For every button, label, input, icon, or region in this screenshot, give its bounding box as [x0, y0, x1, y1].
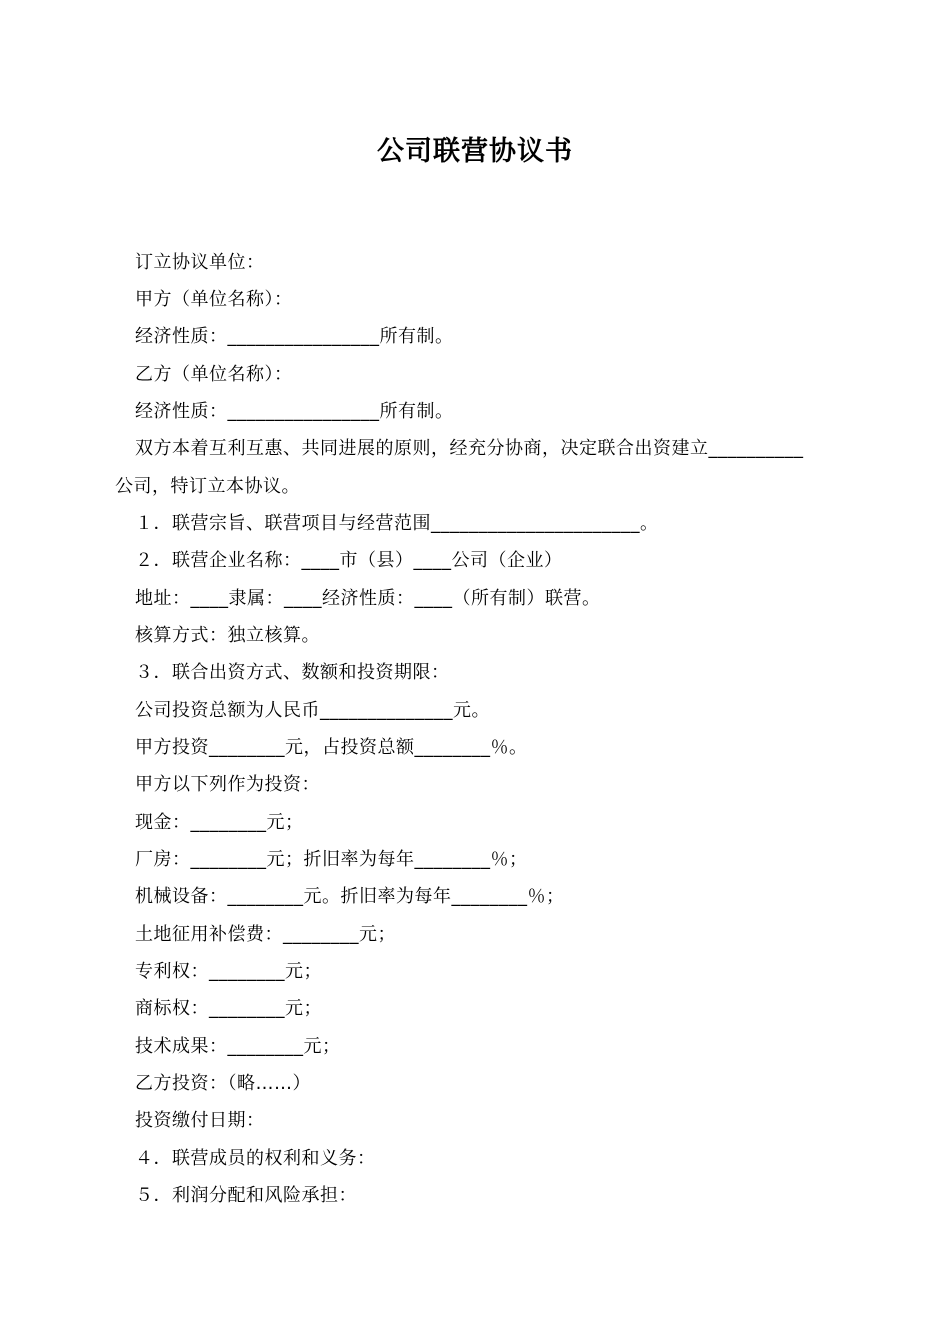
text-line: 乙方（单位名称）：: [135, 364, 293, 385]
text-line: ４．联营成员的权利和义务：: [135, 1148, 376, 1169]
text-line: 公司投资总额为人民币______________元。: [135, 700, 490, 721]
text-line: 订立协议单位：: [135, 252, 265, 273]
text-line: 甲方以下列作为投资：: [135, 774, 320, 795]
text-line: ２．联营企业名称：____市（县）____公司（企业）: [135, 550, 563, 571]
text-line: 商标权：________元；: [135, 998, 322, 1019]
text-line: 核算方式：独立核算。: [135, 625, 320, 646]
text-line: ３．联合出资方式、数额和投资期限：: [135, 662, 450, 683]
text-line: 投资缴付日期：: [135, 1110, 265, 1131]
text-line: 厂房：________元；折旧率为每年________％；: [135, 849, 528, 870]
text-line: 经济性质：________________所有制。: [135, 401, 454, 422]
text-line: 机械设备：________元。折旧率为每年________％；: [135, 886, 565, 907]
document-title: 公司联营协议书: [377, 136, 573, 167]
text-line: 甲方（单位名称）：: [135, 289, 293, 310]
text-line: ５．利润分配和风险承担：: [135, 1185, 357, 1206]
text-line: 技术成果：________元；: [135, 1036, 341, 1057]
text-line: １．联营宗旨、联营项目与经营范围______________________。: [135, 513, 659, 534]
text-line: 甲方投资________元，占投资总额________％。: [135, 737, 528, 758]
text-line: 专利权：________元；: [135, 961, 322, 982]
text-line: 经济性质：________________所有制。: [135, 326, 454, 347]
text-line: 公司，特订立本协议。: [115, 476, 300, 497]
text-line: 地址：____隶属：____经济性质：____（所有制）联营。: [135, 588, 601, 609]
text-line: 双方本着互利互惠、共同进展的原则，经充分协商，决定联合出资建立__________: [135, 438, 804, 459]
text-line: 土地征用补偿费：________元；: [135, 924, 396, 945]
text-line: 现金：________元；: [135, 812, 304, 833]
text-line: 乙方投资：（略……）: [135, 1073, 311, 1094]
